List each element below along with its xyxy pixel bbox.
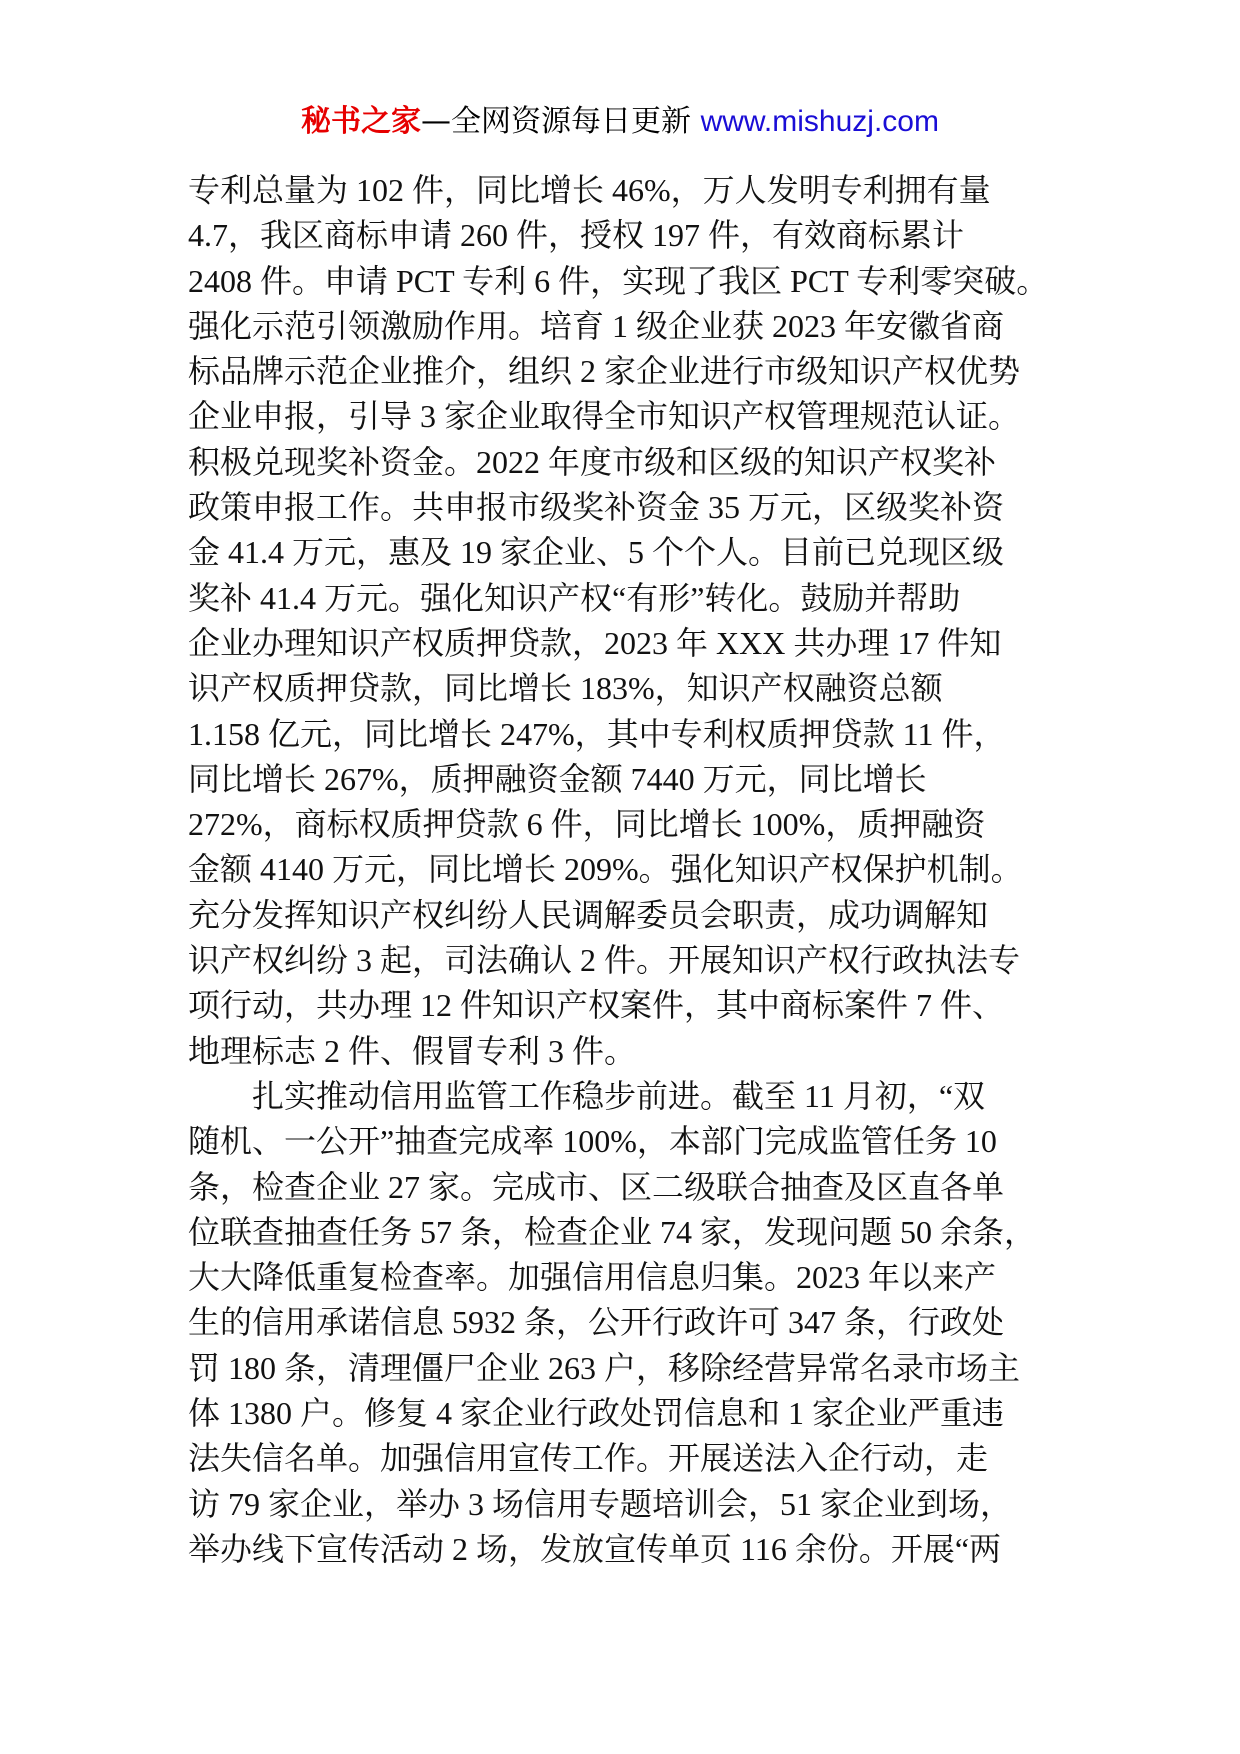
paragraph-first-line: 扎实推动信用监管工作稳步前进。截至 11 月初，“双 (252, 1077, 986, 1114)
text-line: 企业申报，引导 3 家企业取得全市知识产权管理规范认证。 (188, 398, 1021, 435)
text-line: 生的信用承诺信息 5932 条，公开行政许可 347 条，行政处 (188, 1304, 1005, 1341)
text-line: 企业办理知识产权质押贷款，2023 年 XXX 共办理 17 件知 (188, 624, 1002, 661)
text-line: 同比增长 267%，质押融资金额 7440 万元，同比增长 (188, 760, 927, 797)
site-tagline: —全网资源每日更新 (421, 104, 692, 139)
site-url-link[interactable]: www.mishuzj.com (700, 105, 939, 138)
text-line: 1.158 亿元，同比增长 247%，其中专利权质押贷款 11 件， (188, 715, 1006, 752)
text-line: 标品牌示范企业推介，组织 2 家企业进行市级知识产权优势 (188, 353, 1021, 390)
document-body (188, 168, 1068, 1572)
text-line: 项行动，共办理 12 件知识产权案件，其中商标案件 7 件、 (188, 987, 1005, 1024)
text-line: 积极兑现奖补资金。2022 年度市级和区级的知识产权奖补 (188, 443, 997, 480)
text-line: 条，检查企业 27 家。完成市、区二级联合抽查及区直各单 (188, 1168, 1005, 1205)
text-line: 强化示范引领激励作用。培育 1 级企业获 2023 年安徽省商 (188, 307, 1005, 344)
text-line: 识产权纠纷 3 起，司法确认 2 件。开展知识产权行政执法专 (188, 942, 1021, 979)
text-line: 272%，商标权质押贷款 6 件，同比增长 100%，质押融资 (188, 806, 986, 843)
text-line: 举办线下宣传活动 2 场，发放宣传单页 116 余份。开展“两 (188, 1530, 1002, 1567)
text-line: 随机、一公开”抽查完成率 100%，本部门完成监管任务 10 (188, 1123, 997, 1160)
text-line: 奖补 41.4 万元。强化知识产权“有形”转化。鼓励并帮助 (188, 579, 961, 616)
text-line: 罚 180 条，清理僵尸企业 263 户，移除经营异常名录市场主 (188, 1349, 1021, 1386)
text-line: 金额 4140 万元，同比增长 209%。强化知识产权保护机制。 (188, 851, 1023, 888)
text-line: 地理标志 2 件、假冒专利 3 件。 (188, 1032, 637, 1069)
text-line: 识产权质押贷款，同比增长 183%，知识产权融资总额 (188, 670, 943, 707)
text-line: 体 1380 户。修复 4 家企业行政处罚信息和 1 家企业严重违 (188, 1395, 1005, 1432)
text-line: 充分发挥知识产权纠纷人民调解委员会职责，成功调解知 (188, 896, 989, 933)
text-line: 访 79 家企业，举办 3 场信用专题培训会，51 家企业到场， (188, 1485, 1013, 1522)
text-line: 2408 件。申请 PCT 专利 6 件，实现了我区 PCT 专利零突破。 (188, 262, 1049, 299)
text-line: 4.7，我区商标申请 260 件，授权 197 件，有效商标累计 (188, 217, 965, 254)
site-name: 秘书之家 (301, 104, 422, 139)
text-line: 大大降低重复检查率。加强信用信息归集。2023 年以来产 (188, 1259, 997, 1296)
text-line: 法失信名单。加强信用宣传工作。开展送法入企行动，走 (188, 1440, 989, 1477)
text-line: 金 41.4 万元，惠及 19 家企业、5 个个人。目前已兑现区级 (188, 534, 1005, 571)
page-header (0, 100, 1240, 144)
text-line: 专利总量为 102 件，同比增长 46%，万人发明专利拥有量 (188, 172, 991, 208)
text-line: 位联查抽查任务 57 条，检查企业 74 家，发现问题 50 余条， (188, 1213, 1037, 1250)
text-line: 政策申报工作。共申报市级奖补资金 35 万元，区级奖补资 (188, 489, 1005, 526)
